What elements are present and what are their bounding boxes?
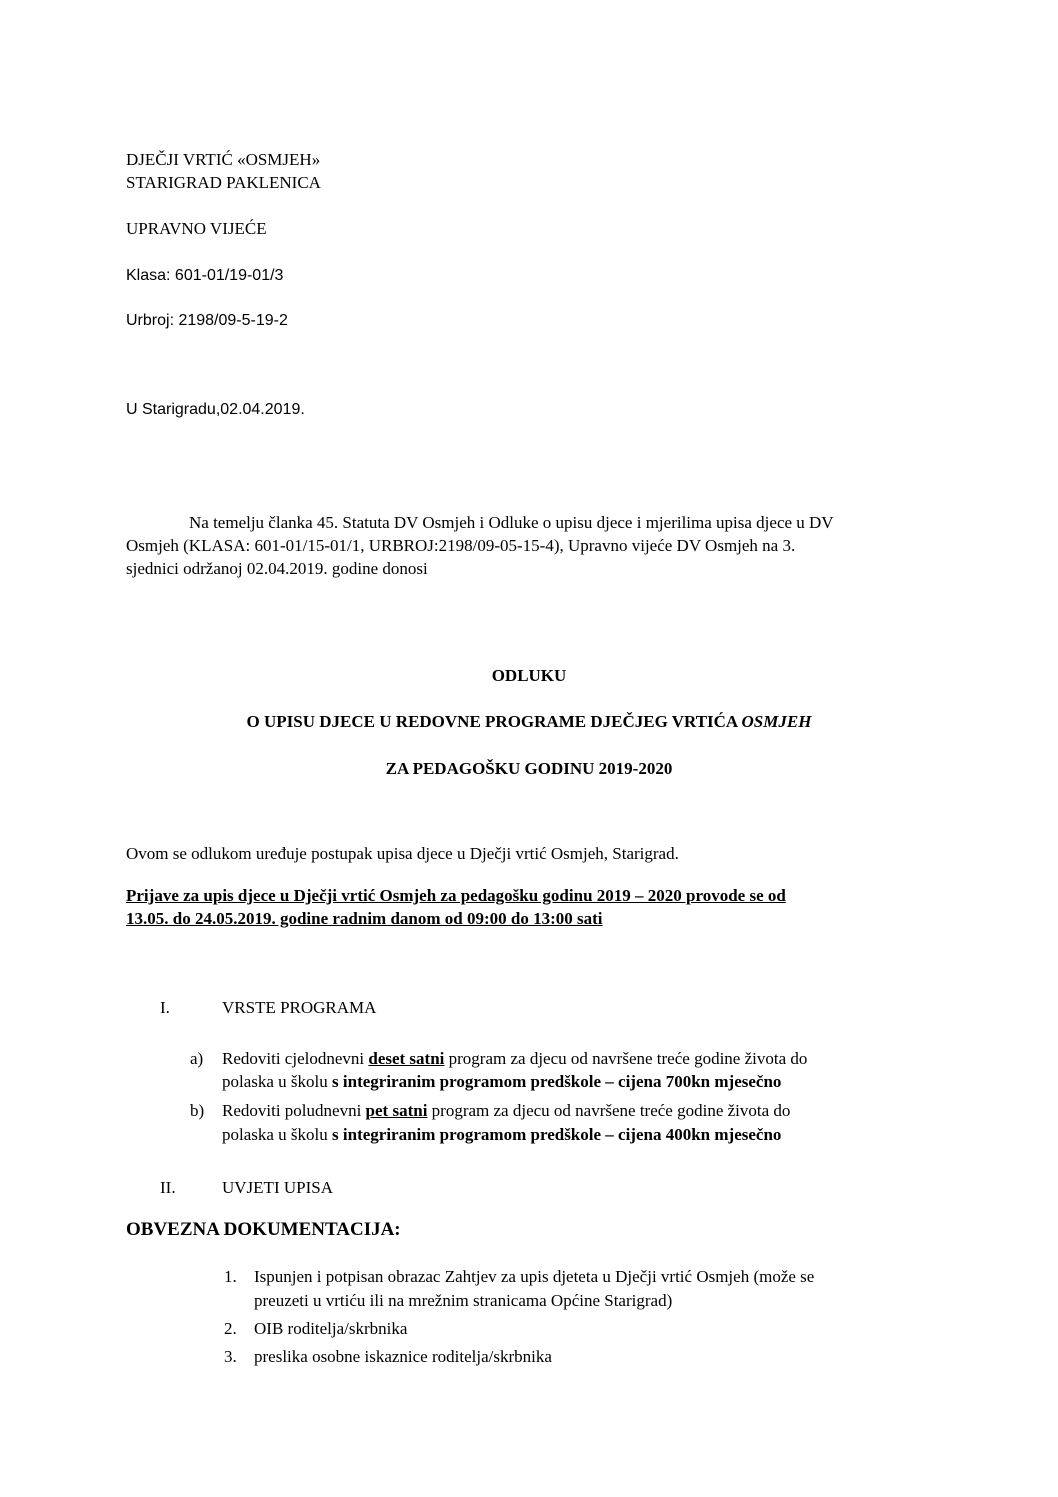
- program-b-text-rest: program za djecu od navršene treće godine života do: [427, 1101, 791, 1120]
- doc-item-3-marker: 3.: [224, 1347, 237, 1366]
- council-name: UPRAVNO VIJEĆE: [126, 219, 267, 238]
- doc-year: ZA PEDAGOŠKU GODINU 2019-2020: [385, 759, 673, 778]
- program-a-text-rest: program za djecu od navršene treće godine života do: [444, 1049, 808, 1068]
- doc-title: ODLUKU: [491, 666, 567, 685]
- program-a-marker: a): [190, 1049, 204, 1068]
- program-b-marker: b): [190, 1101, 205, 1120]
- intro-text: Ovom se odlukom uređuje postupak upisa djece u Dječji vrtić Osmjeh, Starigrad.: [126, 844, 679, 863]
- org-location: STARIGRAD PAKLENICA: [126, 173, 321, 192]
- program-a-hours: deset satni: [368, 1049, 445, 1068]
- program-a-price: s integriranim programom predškole – cijena 700kn mjesečno: [332, 1072, 782, 1091]
- doc-item-1-line1: Ispunjen i potpisan obrazac Zahtjev za upis djeteta u Dječji vrtić Osmjeh (može se: [254, 1267, 815, 1286]
- program-a-line2: [222, 1071, 781, 1093]
- section2-heading: UVJETI UPISA: [222, 1178, 333, 1197]
- doc-item-3-line1: preslika osobne iskaznice roditelja/skrbnika: [254, 1347, 552, 1366]
- klasa: Klasa: 601-01/19-01/3: [126, 267, 284, 284]
- program-a-text2: polaska u školu: [222, 1072, 333, 1091]
- doc-subtitle-italic: OSMJEH: [741, 712, 812, 731]
- preamble-line3: sjednici održanoj 02.04.2019. godine donosi: [126, 559, 428, 578]
- doc-item-1-line2: preuzeti u vrtiću ili na mrežnim stranicama Općine Starigrad): [254, 1291, 673, 1310]
- preamble-line1: Na temelju članka 45. Statuta DV Osmjeh i Odluke o upisu djece i mjerilima upisa djece u DV: [189, 513, 834, 532]
- section1-numeral: I.: [160, 998, 170, 1017]
- doc-subtitle: [0, 711, 1058, 733]
- program-b-line2: [222, 1124, 781, 1146]
- doc-item-2-line1: OIB roditelja/skrbnika: [254, 1319, 408, 1338]
- doc-item-1-marker: 1.: [224, 1267, 237, 1286]
- program-b-line1: [222, 1100, 790, 1122]
- program-a-line1: [222, 1048, 807, 1070]
- urbroj: Urbroj: 2198/09-5-19-2: [126, 312, 288, 329]
- program-a-text: Redoviti cjelodnevni: [222, 1049, 369, 1068]
- doc-subtitle-main: O UPISU DJECE U REDOVNE PROGRAME DJEČJEG VRTIĆA: [246, 712, 742, 731]
- program-b-text: Redoviti poludnevni: [222, 1101, 366, 1120]
- section1-heading: VRSTE PROGRAMA: [222, 998, 377, 1017]
- preamble-line2: Osmjeh (KLASA: 601-01/15-01/1, URBROJ:2198/09-05-15-4), Upravno vijeće DV Osmjeh na 3.: [126, 536, 796, 555]
- deadline-line1: Prijave za upis djece u Dječji vrtić Osmjeh za pedagošku godinu 2019 – 2020 provode se od: [126, 886, 786, 905]
- org-name: DJEČJI VRTIĆ «OSMJEH»: [126, 150, 321, 169]
- doc-item-2-marker: 2.: [224, 1319, 237, 1338]
- program-b-price: s integriranim programom predškole – cijena 400kn mjesečno: [332, 1125, 782, 1144]
- section2-numeral: II.: [160, 1178, 176, 1197]
- program-b-text2: polaska u školu: [222, 1125, 333, 1144]
- place-date: U Starigradu,02.04.2019.: [126, 401, 305, 418]
- documentation-heading: OBVEZNA DOKUMENTACIJA:: [126, 1219, 401, 1240]
- deadline-line2: 13.05. do 24.05.2019. godine radnim danom od 09:00 do 13:00 sati: [126, 909, 603, 928]
- program-b-hours: pet satni: [365, 1101, 428, 1120]
